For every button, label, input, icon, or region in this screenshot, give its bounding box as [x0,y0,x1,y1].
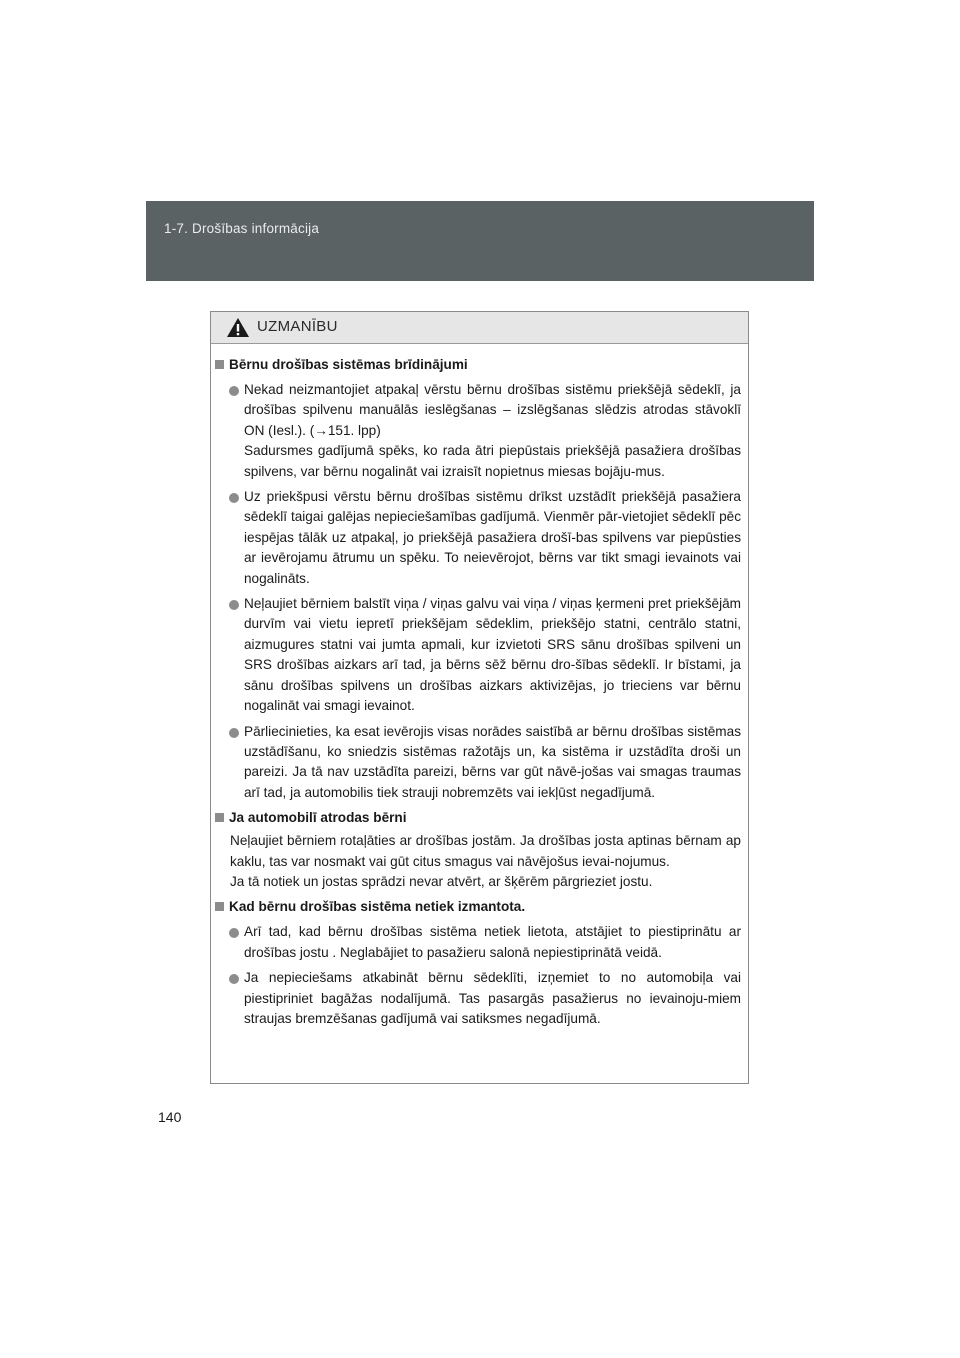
page-number: 140 [158,1109,182,1125]
paragraph: Sadursmes gadījumā spēks, ko rada ātri piepūstais priekšējā pasažiera drošības spilvens, var bērnu nogalināt vai izraisīt nopietnus miesas bojāju-mus. [244,443,741,479]
paragraph: Nekad neizmantojiet atpakaļ vērstu bērnu drošības sistēmu priekšējā sēdeklī, ja drošības spilvenu manuālās ieslēgšanas – izslēgšanas slēdzis atrodas stāvoklī ON (Iesl.). (→151. lpp) [244,382,741,438]
section-heading [215,896,741,917]
list-item [215,968,741,1029]
bullet-dot-icon [229,493,239,503]
paragraph: Ja nepieciešams atkabināt bērnu sēdeklīti, izņemiet to no automobiļa vai piestipriniet bagāžas nodalījumā. Tas pasargās pasažierus no ievainoju-miem straujas bremzēšanas gadījumā vai satiksmes negadījumā. [244,970,741,1026]
bullet-dot-icon [229,600,239,610]
square-bullet-icon [215,813,224,822]
warning-title-bar [211,312,748,344]
chapter-header-band [146,201,814,281]
list-item [215,922,741,963]
paragraph: Neļaujiet bērniem rotaļāties ar drošības jostām. Ja drošības josta aptinas bērnam ap kaklu, tas var nosmakt vai gūt citus smagus vai nāvējošus ievai-nojumus. [230,833,741,869]
section-text [215,831,741,892]
list-item [215,594,741,716]
paragraph: Uz priekšpusi vērstu bērnu drošības sistēmu drīkst uzstādīt priekšējā pasažiera sēdeklī taigai galējas nepieciešamības gadījumā. Vienmēr pār-vietojiet sēdeklī pēc iespējas tālāk uz atpakaļ, jo priekšējā pasažiera drošī-bas spilvens var piepūsties ar ievērojamu ātrumu un spēku. To neievērojot, bērns var tikt smagi ievainots vai nogalināts. [244,489,741,586]
section-title: 1-7. Drošības informācija [164,221,320,236]
warning-body [211,344,748,1029]
paragraph: Pārliecinieties, ka esat ievērojis visas norādes saistībā ar bērnu drošības sistēmas uzstādīšanu, ko sniedzis sistēmas ražotājs un, ka sistēma ir uzstādīta droši un pareizi. Ja tā nav uzstādīta pareizi, bērns var gūt nāvē-jošas vai smagas traumas arī tad, ja automobilis tiek strauji nobremzēts vai iekļūst negadījumā. [244,723,741,800]
warning-title: UZMANĪBU [257,318,338,335]
bullet-dot-icon [229,728,239,738]
section-heading-text: Bērnu drošības sistēmas brīdinājumi [229,357,468,372]
warning-box [210,311,749,1084]
list-item [215,487,741,589]
section-heading-text: Ja automobilī atrodas bērni [229,810,407,826]
bullet-dot-icon [229,386,239,396]
section-heading [215,354,741,375]
paragraph: Neļaujiet bērniem balstīt viņa / viņas galvu vai viņa / viņas ķermeni pret priekšējām durvīm vai vietu iepretī priekšējam sēdeklim, priekšējo statni, centrālo statni, aizmugures statni vai jumta apmali, kur izvietoti SRS sānu drošības spilveni un SRS drošības aizkars arī tad, ja bērns sēž bērnu dro-šības sēdeklī. Ir bīstami, ja sānu drošības spilvens un drošības aizkars aktivizējas, jo trieciens var bērnu nogalināt vai smagi ievainot. [244,596,741,714]
warning-triangle-icon [226,317,250,338]
section-heading [215,807,741,828]
section-heading-text: Kad bērnu drošības sistēma netiek izmantota. [229,899,526,915]
paragraph: Arī tad, kad bērnu drošības sistēma netiek lietota, atstājiet to piestiprinātu ar drošības jostu . Neglabājiet to pasažieru salonā nepiestiprinātā veidā. [244,924,741,960]
paragraph: Ja tā notiek un jostas sprādzi nevar atvērt, ar šķērēm pārgrieziet jostu. [230,873,653,889]
section-seat-not-in-use [215,896,741,1029]
section-children-in-vehicle [215,807,741,892]
bullet-dot-icon [229,928,239,938]
square-bullet-icon [215,360,224,369]
square-bullet-icon [215,902,224,911]
list-item [215,380,741,482]
list-item [215,722,741,804]
section-child-seat-warnings [215,354,741,803]
bullet-dot-icon [229,974,239,984]
